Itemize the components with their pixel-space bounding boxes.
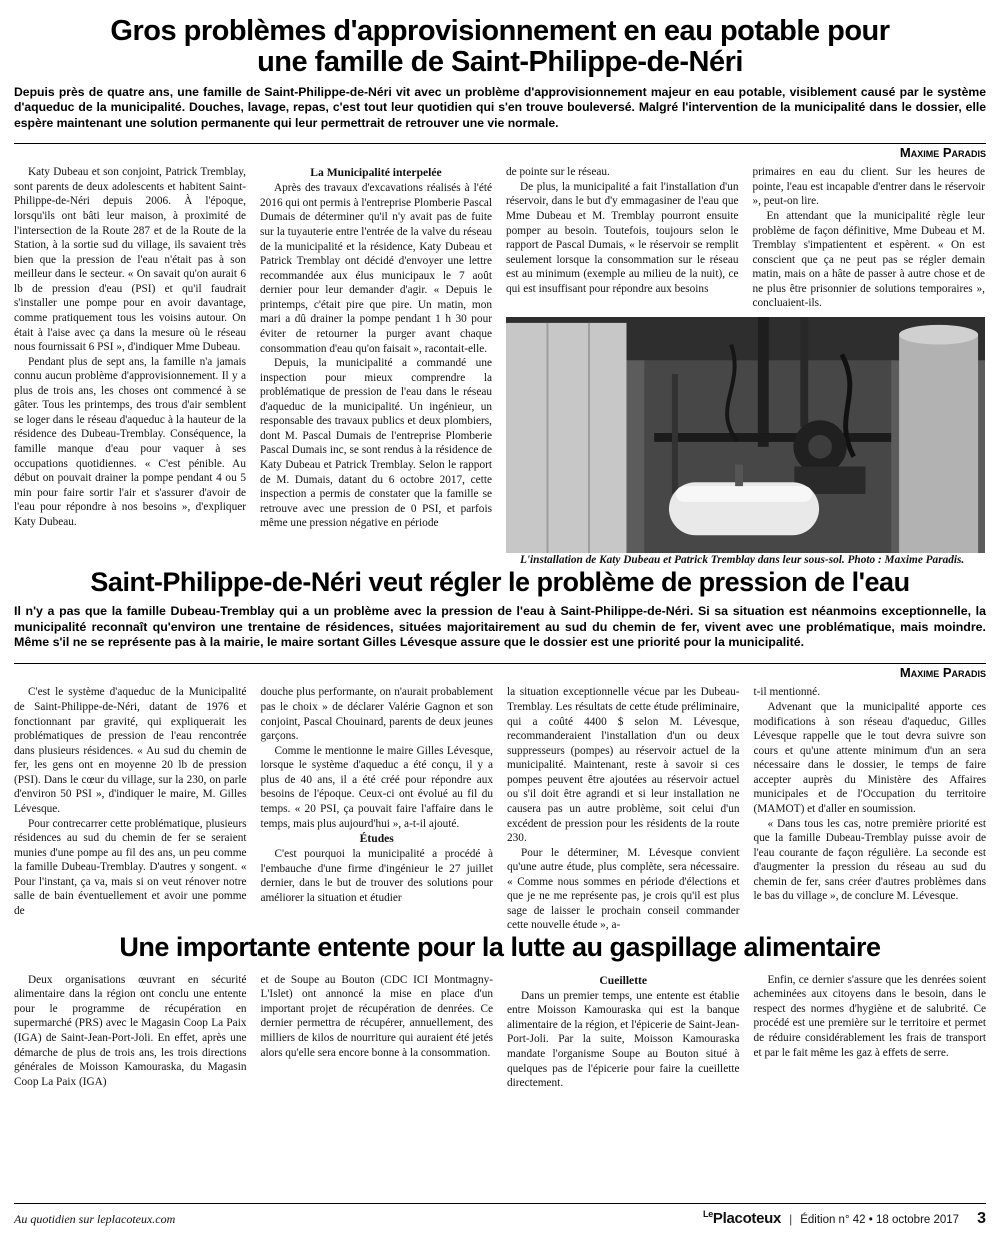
article3-col2 <box>261 973 494 1060</box>
paragraph: Dans un premier temps, une entente est établie entre Moisson Kamouraska qui est la banque alimentaire de la région, et l'épicerie de Saint-Jean-Port-Joli. Par la suite, Moisson Kamouraska mandate l'organisme Soupe au Bouton situé à quelques pas de l'épicerie pour faire la cueillette directement. <box>507 989 740 1090</box>
article1-right-block <box>506 165 985 567</box>
subhead-cueillette: Cueillette <box>599 973 648 987</box>
basement-photo-illustration <box>506 317 985 553</box>
article2-col2 <box>261 685 494 905</box>
footer-website: Au quotidien sur leplacoteux.com <box>14 1212 176 1226</box>
paragraph: Après des travaux d'excavations réalisés à l'été 2016 qui ont permis à l'entreprise Plomberie Pascal Dumais de déterminer qu'il n'y avait pas de fuite sur la tuyauterie entre l'entrée de la valve du réseau de la municipalité et la résidence, Katy Dubeau et Patrick Tremblay ont décidé d'envoyer une lettre recommandée aux élus municipaux le 7 août dernier pour leur demander d'agir. « Depuis le printemps, c'était pire que pire. Un matin, mon mari a dû drainer la pompe pendant 1 h 30 pour éviter de retourner la purger avant chaque consommation d'eau qu'on faisait », racontait-elle. <box>260 182 492 355</box>
article2-col4 <box>754 685 987 903</box>
article2-columns <box>14 685 986 933</box>
article1-col4 <box>753 165 986 311</box>
article1-right-columns <box>506 165 985 311</box>
edition-info: Édition n° 42 • 18 octobre 2017 <box>800 1214 960 1226</box>
article1-col2 <box>260 165 492 531</box>
subhead-etudes: Études <box>359 832 394 846</box>
footer-separator: | <box>789 1212 793 1226</box>
article3-col4 <box>754 973 987 1060</box>
newspaper-logo <box>703 1209 781 1227</box>
basement-installation-photo <box>506 317 985 553</box>
paragraph: En attendant que la municipalité règle leur problème de façon définitive, Mme Dubeau et M. Tremblay s'impatientent et espèrent. « On est conscient que ça ne peut pas se régler demain matin, mais on a hâte de passer à autre chose et de ne plus être prisonnier de solutions temporaires », concluaient-ils. <box>752 210 985 310</box>
footer-edition-block <box>703 1209 986 1228</box>
paragraph: Pendant plus de sept ans, la famille n'a jamais connu aucun problème d'approvisionnement. Il y a plus de trois ans, les choses ont commencé à se gâter. Tous les printemps, des trous d'air semblent se loger dans le réseau d'aqueduc à la hauteur de la résidence des Dubeau-Tremblay. Conséquence, la famille manque d'eau pour vaquer à ses occupations quotidiennes. « C'est pénible. Au début on pouvait drainer la pompe pendant 4 ou 5 min pour faire sortir l'air et s'assurer d'avoir de l'eau pour répondre à nos besoins », d'expliquer Katy Dubeau. <box>14 355 246 528</box>
article3-columns <box>14 973 986 1091</box>
article-water-pressure <box>14 568 986 934</box>
paragraph: primaires en eau du client. Sur les heures de pointe, l'eau est incapable d'entrer dans le réservoir », peut-on lire. <box>752 166 985 208</box>
article2-byline: Maxime Paradis <box>899 665 986 681</box>
paragraph: Depuis, la municipalité a commandé une inspection pour mieux comprendre la problématique de pression de l'eau dans le réseau d'aqueduc de la municipalité. Un ingénieur, un responsable des travaux publics et deux plombiers, dont M. Pascal Dumais de l'entreprise Plomberie Pascal Dumais inc, se sont rendus à la résidence de Katy Dubeau et Patrick Tremblay. Selon le rapport de M. Dumais, datant du 6 octobre 2017, cette inspection a permis de constater que la famille se retrouve avec une pression de 0 PSI, et parfois même une pression négative en période <box>260 357 492 530</box>
paragraph: la situation exceptionnelle vécue par les Dubeau-Tremblay. Les résultats de cette étude préliminaire, qui a coûté 4400 $ selon M. Lévesque, recommanderaient l'installation d'un ou deux suppresseurs (pompes) au réservoir actuel de la municipalité. Maintenant, reste à savoir si ces pompes peuvent être ajoutées au réservoir actuel ou s'il doit être agrandi et si leur installation ne causera pas un autre problème, soit celui d'un excédent de pression pour les résidents de la route 230. <box>507 686 740 845</box>
paragraph: « Dans tous les cas, notre première priorité est que la famille Dubeau-Tremblay puisse avoir de l'eau courante de façon régulière. La seconde est d'augmenter la pression du réseau au sud du chemin de fer, sans créer d'autres problèmes dans le bas du village », de conclure M. Lévesque. <box>753 817 986 903</box>
article3-col3 <box>507 973 740 1091</box>
paragraph: Pour contrecarrer cette problématique, plusieurs résidences au sud du chemin de fer se seraient munies d'une pompe au fil des ans, un peu comme la famille Dubeau-Tremblay. D'autres y songent. « Pour l'instant, ça va, mais si on veut rénover notre salle de bain éventuellement et avoir une pomme de <box>14 817 247 917</box>
article2-col3 <box>507 685 740 933</box>
paragraph: et de Soupe au Bouton (CDC ICI Montmagny-L'Islet) ont annoncé la mise en place d'un important projet de récupération de denrées. Ce dernier permettra de récupérer, annuellement, des milliers de kilos de nourriture qui auraient été jetés alors qu'elle sera encore bonne à la consommation. <box>260 973 493 1059</box>
paragraph: de pointe sur le réseau. <box>506 166 610 179</box>
paragraph: C'est pourquoi la municipalité a procédé à l'embauche d'une firme d'ingénieur le 27 juillet dernier, dans le but de trouver des solutions pour améliorer la situation et étudier <box>260 848 493 904</box>
divider <box>14 143 986 144</box>
photo-caption: L'installation de Katy Dubeau et Patrick Tremblay dans leur sous-sol. Photo : Maxime Paradis. <box>520 553 965 566</box>
article1-headline: Gros problèmes d'approvisionnement en eau potable pour une famille de Saint-Philippe-de-Néri <box>110 15 890 79</box>
paragraph: Pour le déterminer, M. Lévesque convient qu'une autre étude, plus complète, sera nécessaire. « Comme nous sommes en période d'élections et que je ne me représente pas, je crois qu'il est plus sage de laisser le prochain conseil commander cette nouvelle étude », a- <box>507 846 740 932</box>
article3-headline: Une importante entente pour la lutte au gaspillage alimentaire <box>119 932 881 963</box>
logo-name: Placoteux <box>712 1210 782 1227</box>
paragraph: Enfin, ce dernier s'assure que les denrées soient acheminées aux citoyens dans le besoin, dans le respect des normes d'hygiène et de salubrité. Ce procédé est une première sur le territoire et permet de réduire considérablement les frais de transport et par le fait même les gaz à effets de serre. <box>753 973 986 1059</box>
article1-col1 <box>14 165 246 529</box>
page-footer <box>14 1203 986 1228</box>
article1-columns <box>14 165 986 567</box>
page-number: 3 <box>977 1210 986 1227</box>
paragraph: C'est le système d'aqueduc de la Municipalité de Saint-Philippe-de-Néri, datant de 1976 et fonctionnant par gravité, qui expliquerait les problématiques de pression de l'eau rencontrée dans plusieurs résidences. « Au sud du chemin de fer, les gens ont en moyenne 20 lb de pression (PSI). Dans le cœur du village, sur la 230, on parle d'environ 50 PSI », d'indiquer le maire, M. Gilles Lévesque. <box>14 686 247 815</box>
article1-col3 <box>506 165 739 311</box>
article-food-waste <box>14 933 986 1091</box>
subhead-municipalite-interpelee: La Municipalité interpelée <box>310 166 442 180</box>
paragraph: t-il mentionné. <box>753 686 821 699</box>
paragraph: Deux organisations œuvrant en sécurité alimentaire dans la région ont conclu une entente pour le programme de récupération en supermarché (PRS) avec le Magasin Coop La Paix (IGA) de Saint-Jean-Port-Joli. En effet, après une démarche de plus de trois ans, les trois directions générales de Moisson Kamouraska, du Magasin Coop La Paix (IGA) <box>14 973 247 1088</box>
article1-lede: Depuis près de quatre ans, une famille de Saint-Philippe-de-Néri vit avec un problème d'approvisionnement majeur en eau potable, visiblement causé par le système d'aqueduc de la municipalité. Douches, lavage, repas, c'est tout leur quotidien qui s'en trouve bouleversé. Malgré l'intervention de la municipalité dans le dossier, elle espère maintenant une solution permanente qui leur permettrait de retrouver une vie normale. <box>14 85 986 130</box>
article2-headline: Saint-Philippe-de-Néri veut régler le problème de pression de l'eau <box>90 566 910 597</box>
divider <box>14 663 986 664</box>
article1-byline: Maxime Paradis <box>899 145 986 161</box>
paragraph: Comme le mentionne le maire Gilles Lévesque, lorsque le système d'aqueduc a été conçu, il y a plus de 40 ans, il a été créé pour répondre aux besoins de l'époque. Ceux-ci ont évolué au fil du temps. « 20 PSI, ça pouvait faire l'affaire dans le temps, mais plus aujourd'hui », a-t-il ajouté. <box>260 744 493 830</box>
article2-col1 <box>14 685 247 918</box>
article-water-supply <box>14 16 986 568</box>
logo-prefix: Le <box>703 1209 713 1219</box>
article3-col1 <box>14 973 247 1090</box>
paragraph: Katy Dubeau et son conjoint, Patrick Tremblay, sont parents de deux adolescents et habitent Saint-Philippe-de-Néri depuis 2006. À l'époque, lorsqu'ils ont bâti leur maison, à proximité de l'intersection de la Route 287 et de la Route de la Station, à la sortie sud du village, ils savaient très bien que la pression de l'eau n'était pas à son meilleur dans le secteur. « On savait qu'on aurait 6 lb de pression d'eau (PSI) et qu'il faudrait s'installer une pompe pour en avoir davantage, comme pratiquement tous les voisins autour. On était à l'aise avec ça dans la mesure où le réseau nous fournissait 6 PSI », d'indiquer Mme Dubeau. <box>14 166 246 354</box>
paragraph: douche plus performante, on n'aurait probablement pas le choix » de déclarer Valérie Gagnon et son conjoint, Pascal Chouinard, parents de deux jeunes garçons. <box>260 686 493 743</box>
paragraph: De plus, la municipalité a fait l'installation d'un réservoir, dans le but d'y emmagasiner de l'eau que Mme Dubeau et M. Tremblay pourront ensuite pomper au besoin. Toutefois, toujours selon le rapport de Pascal Dumais, « le réservoir se remplit seulement lorsque la consommation sur le réseau est au minimum (exemple au milieu de la nuit), ce qui est insuffisant pour répondre aux besoins <box>506 180 739 295</box>
paragraph: Advenant que la municipalité apporte ces modifications à son réseau d'aqueduc, Gilles Lévesque rappelle que le tout devra suivre son cours et qu'une attente minimum d'un an sera nécessaire dans le dossier, le temps de faire accepter auprès du Ministère des Affaires municipales et de l'Occupation du territoire (MAMOT) et d'aller en soumission. <box>753 701 986 815</box>
article2-lede: Il n'y a pas que la famille Dubeau-Tremblay qui a un problème avec la pression de l'eau à Saint-Philippe-de-Néri. Si sa situation est néanmoins exceptionnelle, la municipalité reconnaît qu'environ une trentaine de résidences, situées majoritairement au sud du chemin de fer, vivent avec une problématique, mais moindre. Même s'il ne se représente pas à la mairie, le maire sortant Gilles Lévesque assure que le dossier est une priorité pour la municipalité. <box>14 604 986 650</box>
